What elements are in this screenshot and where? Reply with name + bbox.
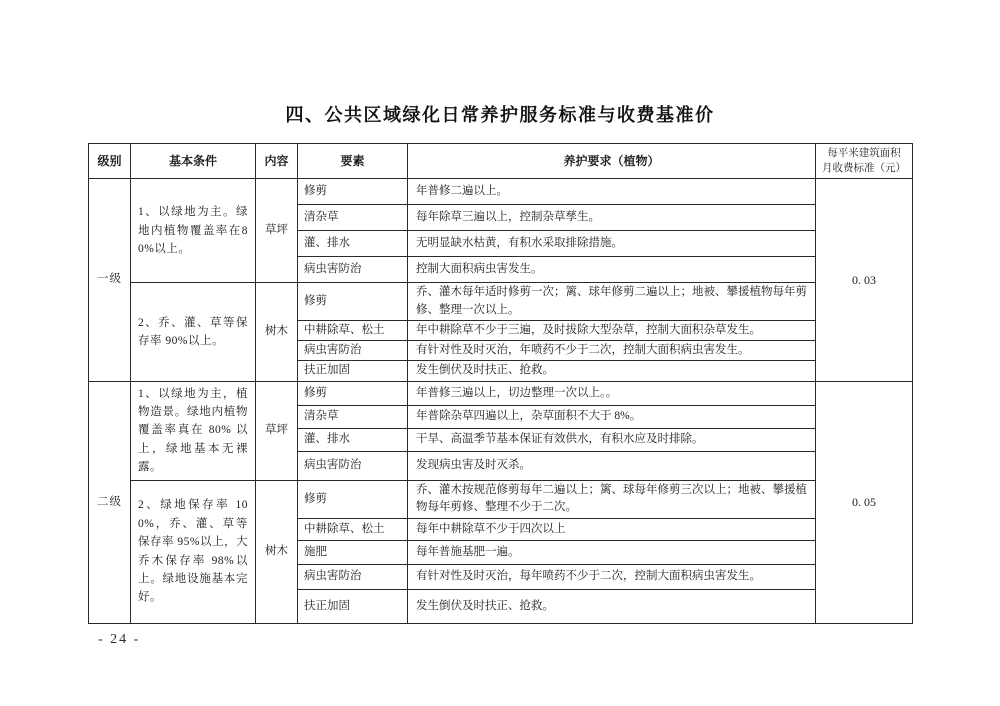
requirement-cell: 乔、灌木每年适时修剪一次；篱、球年修剪二遍以上；地被、攀援植物每年剪修、整理一次以上。 [408, 283, 816, 321]
element-cell: 清杂草 [298, 406, 408, 428]
element-cell: 清杂草 [298, 205, 408, 231]
requirement-cell: 年中耕除草不少于三遍，及时拔除大型杂草，控制大面积杂草发生。 [408, 320, 816, 340]
requirement-cell: 有针对性及时灭治，每年喷药不少于二次，控制大面积病虫害发生。 [408, 564, 816, 589]
requirement-cell: 发生倒伏及时扶正、抢救。 [408, 589, 816, 623]
element-cell: 病虫害防治 [298, 564, 408, 589]
header-requirement: 养护要求（植物） [408, 144, 816, 179]
table-row [89, 179, 913, 205]
element-cell: 灌、排水 [298, 231, 408, 257]
requirement-cell: 发生倒伏及时扶正、抢救。 [408, 361, 816, 381]
requirement-cell: 无明显缺水枯黄，有积水采取排除措施。 [408, 231, 816, 257]
table-row [89, 381, 913, 405]
requirement-cell: 乔、灌木按规范修剪每年二遍以上；篱、球每年修剪三次以上；地被、攀援植物每年剪修、整理不少于二次。 [408, 480, 816, 518]
header-level: 级别 [89, 144, 131, 179]
requirement-cell: 每年普施基肥一遍。 [408, 540, 816, 564]
header-row [89, 144, 913, 179]
requirement-cell: 控制大面积病虫害发生。 [408, 257, 816, 283]
maintenance-standards-table [88, 143, 913, 624]
header-conditions: 基本条件 [131, 144, 256, 179]
content-cell: 草坪 [256, 381, 298, 480]
requirement-cell: 发现病虫害及时灭杀。 [408, 451, 816, 480]
requirement-cell: 年普修三遍以上，切边整理一次以上。。 [408, 381, 816, 405]
element-cell: 扶正加固 [298, 589, 408, 623]
element-cell: 施肥 [298, 540, 408, 564]
requirement-cell: 每年除草三遍以上，控制杂草孳生。 [408, 205, 816, 231]
element-cell: 修剪 [298, 283, 408, 321]
content-cell: 树木 [256, 480, 298, 623]
content-cell: 草坪 [256, 179, 298, 283]
condition-cell: 2、绿地保存率 100%，乔、灌、草等保存率 95%以上，大乔木保存率 98%以上。绿地设施基本完好。 [131, 480, 256, 623]
fee-cell: 0. 05 [816, 381, 913, 623]
fee-cell: 0. 03 [816, 179, 913, 381]
content-cell: 树木 [256, 283, 298, 381]
requirement-cell: 每年中耕除草不少于四次以上 [408, 518, 816, 540]
condition-cell: 1、以绿地为主，植物造景。绿地内植物覆盖率真在 80% 以上，绿地基本无裸露。 [131, 381, 256, 480]
header-fee-line2: 月收费标准（元） [822, 163, 906, 175]
header-fee [816, 144, 913, 179]
requirement-cell: 年普修二遍以上。 [408, 179, 816, 205]
table-row [89, 480, 913, 518]
condition-cell: 1、以绿地为主。绿地内植物覆盖率在80%以上。 [131, 179, 256, 283]
element-cell: 病虫害防治 [298, 451, 408, 480]
level-cell: 二级 [89, 381, 131, 623]
element-cell: 灌、排水 [298, 428, 408, 451]
header-content: 内容 [256, 144, 298, 179]
element-cell: 病虫害防治 [298, 341, 408, 361]
element-cell: 中耕除草、松土 [298, 320, 408, 340]
page-number: - 24 - [98, 632, 141, 647]
element-cell: 病虫害防治 [298, 257, 408, 283]
header-fee-line1: 每平米建筑面积 [827, 148, 901, 159]
element-cell: 修剪 [298, 179, 408, 205]
level-cell: 一级 [89, 179, 131, 381]
condition-cell: 2、乔、灌、草等保存率 90%以上。 [131, 283, 256, 381]
table-row [89, 283, 913, 321]
element-cell: 修剪 [298, 480, 408, 518]
header-element: 要素 [298, 144, 408, 179]
element-cell: 修剪 [298, 381, 408, 405]
page-title: 四、公共区域绿化日常养护服务标准与收费基准价 [285, 105, 715, 125]
requirement-cell: 有针对性及时灭治，年喷药不少于二次，控制大面积病虫害发生。 [408, 341, 816, 361]
element-cell: 中耕除草、松土 [298, 518, 408, 540]
requirement-cell: 年普除杂草四遍以上，杂草面积不大于 8%。 [408, 406, 816, 428]
element-cell: 扶正加固 [298, 361, 408, 381]
requirement-cell: 干旱、高温季节基本保证有效供水，有积水应及时排除。 [408, 428, 816, 451]
